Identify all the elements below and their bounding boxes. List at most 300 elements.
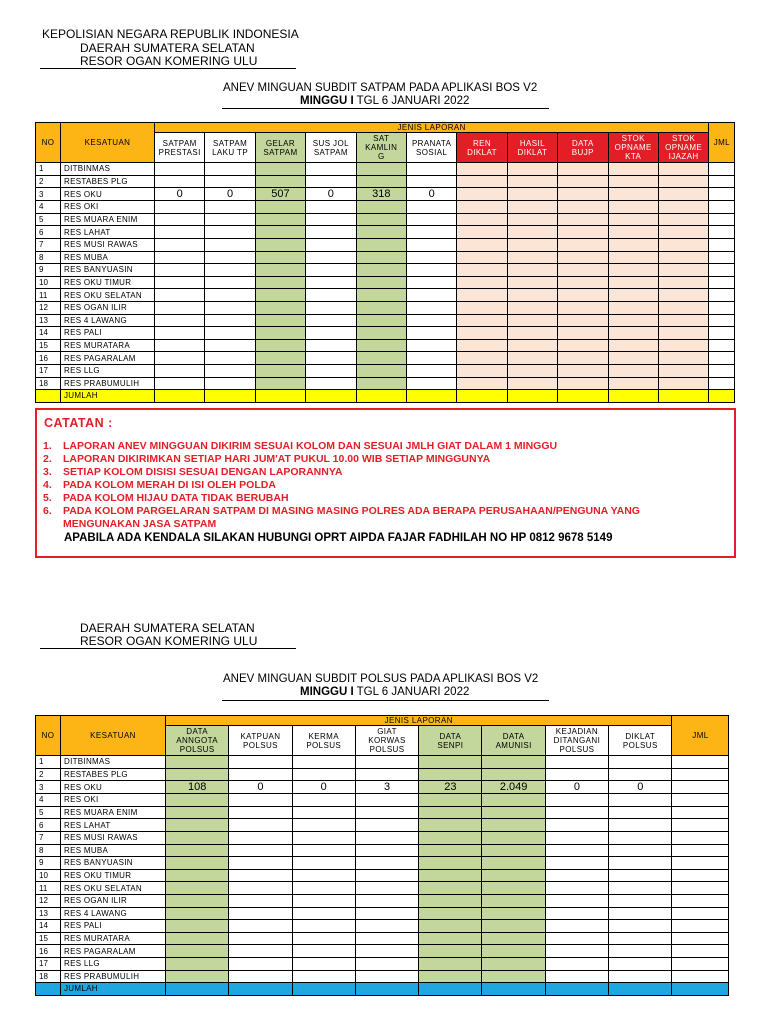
row-value bbox=[205, 163, 255, 176]
row-no: 9 bbox=[36, 264, 61, 277]
row-value bbox=[482, 869, 545, 882]
row-kesatuan: RES OGAN ILIR bbox=[61, 894, 166, 907]
row-value bbox=[457, 314, 507, 327]
row-value: 0 bbox=[292, 781, 355, 794]
col-header-jenis-laporan: JENIS LAPORAN bbox=[155, 123, 709, 133]
row-kesatuan: RES PALI bbox=[61, 327, 155, 340]
header2-line-2: RESOR OGAN KOMERING ULU bbox=[80, 634, 258, 648]
row-value bbox=[558, 301, 608, 314]
row-kesatuan: RES LLG bbox=[61, 364, 155, 377]
col-header-8: HASIL DIKLAT bbox=[507, 133, 557, 163]
col-header-11: STOK OPNAME IJAZAH bbox=[658, 133, 708, 163]
row-value bbox=[229, 894, 292, 907]
row-value: 0 bbox=[306, 188, 356, 201]
row-value bbox=[356, 264, 406, 277]
table-row bbox=[36, 756, 729, 769]
row-value bbox=[457, 352, 507, 365]
row-value bbox=[419, 844, 482, 857]
row-value bbox=[355, 970, 418, 983]
row-value bbox=[609, 945, 672, 958]
table-row bbox=[36, 276, 735, 289]
row-kesatuan: RES 4 LAWANG bbox=[61, 907, 166, 920]
row-value bbox=[658, 364, 708, 377]
row-value: 0 bbox=[155, 188, 205, 201]
row-value bbox=[306, 327, 356, 340]
row-value bbox=[558, 226, 608, 239]
row-value bbox=[166, 907, 229, 920]
notes-list bbox=[43, 440, 723, 531]
row-kesatuan: RESTABES PLG bbox=[61, 768, 166, 781]
row-value bbox=[608, 301, 658, 314]
row-value bbox=[558, 276, 608, 289]
row-value bbox=[457, 251, 507, 264]
row-value bbox=[356, 314, 406, 327]
row-value bbox=[355, 945, 418, 958]
row-value bbox=[608, 377, 658, 390]
col-header-4: GIAT KORWAS POLSUS bbox=[355, 726, 418, 756]
table-row bbox=[36, 882, 729, 895]
row-kesatuan: RES OKU SELATAN bbox=[61, 289, 155, 302]
row-value bbox=[356, 289, 406, 302]
row-value bbox=[155, 201, 205, 214]
row-value bbox=[545, 794, 608, 807]
row-value bbox=[292, 806, 355, 819]
row-value bbox=[255, 251, 305, 264]
row-kesatuan: RES MUBA bbox=[61, 844, 166, 857]
row-jml bbox=[709, 301, 735, 314]
total-value bbox=[608, 390, 658, 403]
row-value bbox=[166, 920, 229, 933]
table-row bbox=[36, 352, 735, 365]
table-row bbox=[36, 945, 729, 958]
row-value bbox=[406, 377, 456, 390]
row-value bbox=[457, 163, 507, 176]
row-value bbox=[609, 882, 672, 895]
row-value bbox=[507, 238, 557, 251]
row-value bbox=[507, 226, 557, 239]
row-value bbox=[255, 201, 305, 214]
row-value bbox=[658, 301, 708, 314]
table-row bbox=[36, 238, 735, 251]
note-text: PADA KOLOM HIJAU DATA TIDAK BERUBAH bbox=[63, 492, 289, 504]
row-value bbox=[155, 377, 205, 390]
row-kesatuan: RES OKI bbox=[61, 794, 166, 807]
row-value bbox=[406, 163, 456, 176]
row-value bbox=[609, 957, 672, 970]
row-value bbox=[658, 264, 708, 277]
row-kesatuan: RES PALI bbox=[61, 920, 166, 933]
row-value bbox=[608, 276, 658, 289]
row-value bbox=[419, 894, 482, 907]
row-value bbox=[292, 957, 355, 970]
row-jml bbox=[709, 314, 735, 327]
row-value bbox=[166, 806, 229, 819]
row-value bbox=[292, 920, 355, 933]
row-value bbox=[229, 819, 292, 832]
row-value bbox=[406, 276, 456, 289]
row-value bbox=[205, 327, 255, 340]
row-no: 16 bbox=[36, 945, 61, 958]
header-line-2: DAERAH SUMATERA SELATAN bbox=[80, 41, 255, 55]
row-value bbox=[355, 932, 418, 945]
row-jml bbox=[672, 920, 729, 933]
note-text: LAPORAN DIKIRIMKAN SETIAP HARI JUM'AT PUKUL 10.00 WIB SETIAP MINGGUNYA bbox=[63, 453, 491, 465]
row-value bbox=[609, 831, 672, 844]
table-row bbox=[36, 264, 735, 277]
row-value bbox=[406, 264, 456, 277]
total-jml bbox=[709, 390, 735, 403]
table-row bbox=[36, 907, 729, 920]
header-line-3: RESOR OGAN KOMERING ULU bbox=[80, 54, 258, 68]
total-value bbox=[419, 983, 482, 996]
row-kesatuan: RES BANYUASIN bbox=[61, 264, 155, 277]
row-value bbox=[558, 213, 608, 226]
note-item bbox=[43, 505, 723, 531]
row-value bbox=[406, 339, 456, 352]
total-value bbox=[306, 390, 356, 403]
row-value bbox=[306, 276, 356, 289]
row-value bbox=[406, 238, 456, 251]
table-row bbox=[36, 957, 729, 970]
table-row bbox=[36, 844, 729, 857]
row-value bbox=[255, 163, 305, 176]
row-value bbox=[255, 339, 305, 352]
total-label: JUMLAH bbox=[61, 983, 166, 996]
row-value bbox=[306, 175, 356, 188]
row-value bbox=[205, 377, 255, 390]
row-kesatuan: RES OKU bbox=[61, 188, 155, 201]
row-value bbox=[609, 970, 672, 983]
table-row bbox=[36, 920, 729, 933]
table-row bbox=[36, 251, 735, 264]
row-value bbox=[205, 175, 255, 188]
row-value bbox=[608, 238, 658, 251]
row-value bbox=[545, 932, 608, 945]
total-value bbox=[658, 390, 708, 403]
row-jml bbox=[709, 175, 735, 188]
row-value bbox=[507, 314, 557, 327]
row-value bbox=[457, 238, 507, 251]
row-value bbox=[155, 339, 205, 352]
row-value bbox=[482, 932, 545, 945]
note-item bbox=[43, 492, 723, 505]
row-value bbox=[406, 301, 456, 314]
row-value bbox=[482, 957, 545, 970]
row-value bbox=[419, 882, 482, 895]
row-value bbox=[482, 819, 545, 832]
row-value bbox=[355, 806, 418, 819]
row-value bbox=[658, 377, 708, 390]
row-value bbox=[292, 882, 355, 895]
row-value bbox=[355, 844, 418, 857]
row-value bbox=[356, 251, 406, 264]
row-no: 16 bbox=[36, 352, 61, 365]
table-row bbox=[36, 301, 735, 314]
row-value bbox=[419, 768, 482, 781]
col-header-9: DATA BUJP bbox=[558, 133, 608, 163]
row-value bbox=[482, 970, 545, 983]
row-value bbox=[255, 226, 305, 239]
row-value bbox=[205, 213, 255, 226]
row-value bbox=[229, 857, 292, 870]
row-value bbox=[545, 831, 608, 844]
row-no: 8 bbox=[36, 844, 61, 857]
row-value bbox=[507, 264, 557, 277]
row-jml bbox=[709, 327, 735, 340]
row-value bbox=[609, 768, 672, 781]
row-value bbox=[155, 163, 205, 176]
row-value bbox=[155, 264, 205, 277]
row-value bbox=[255, 314, 305, 327]
contact-note: APABILA ADA KENDALA SILAKAN HUBUNGI OPRT AIPDA FAJAR FADHILAH NO HP 0812 9678 5149 bbox=[64, 532, 613, 544]
col-header-4: SUS JOL SATPAM bbox=[306, 133, 356, 163]
row-jml bbox=[672, 957, 729, 970]
row-value bbox=[419, 907, 482, 920]
total-jml bbox=[672, 983, 729, 996]
row-kesatuan: RES 4 LAWANG bbox=[61, 314, 155, 327]
table-row bbox=[36, 819, 729, 832]
total-value bbox=[255, 390, 305, 403]
row-value bbox=[419, 970, 482, 983]
row-value bbox=[306, 226, 356, 239]
row-jml bbox=[709, 377, 735, 390]
header2-line-1: DAERAH SUMATERA SELATAN bbox=[80, 621, 255, 635]
table-row bbox=[36, 831, 729, 844]
row-value bbox=[292, 970, 355, 983]
row-value bbox=[545, 920, 608, 933]
row-value bbox=[609, 907, 672, 920]
col-header-no: NO bbox=[36, 716, 61, 756]
row-value bbox=[306, 377, 356, 390]
row-jml bbox=[709, 352, 735, 365]
row-value bbox=[507, 201, 557, 214]
row-value bbox=[166, 869, 229, 882]
row-no: 5 bbox=[36, 806, 61, 819]
total-value bbox=[457, 390, 507, 403]
row-jml bbox=[672, 806, 729, 819]
total-value bbox=[545, 983, 608, 996]
row-value bbox=[155, 238, 205, 251]
row-value bbox=[558, 339, 608, 352]
total-no bbox=[36, 983, 61, 996]
row-value: 2.049 bbox=[482, 781, 545, 794]
header2-underline bbox=[40, 648, 296, 649]
row-jml bbox=[672, 844, 729, 857]
row-jml bbox=[709, 276, 735, 289]
col-header-1: SATPAM PRESTASI bbox=[155, 133, 205, 163]
row-value bbox=[356, 201, 406, 214]
row-value bbox=[419, 932, 482, 945]
row-no: 12 bbox=[36, 301, 61, 314]
title2-underline bbox=[222, 700, 549, 701]
row-value bbox=[166, 768, 229, 781]
row-value: 3 bbox=[355, 781, 418, 794]
row-jml bbox=[709, 213, 735, 226]
row-jml bbox=[672, 945, 729, 958]
col-header-kesatuan: KESATUAN bbox=[61, 123, 155, 163]
row-value bbox=[166, 932, 229, 945]
row-kesatuan: RES BANYUASIN bbox=[61, 857, 166, 870]
row-value bbox=[356, 226, 406, 239]
row-value bbox=[306, 264, 356, 277]
col-header-kesatuan: KESATUAN bbox=[61, 716, 166, 756]
total-label: JUMLAH bbox=[61, 390, 155, 403]
row-no: 3 bbox=[36, 781, 61, 794]
row-value: 0 bbox=[205, 188, 255, 201]
row-value bbox=[306, 238, 356, 251]
row-value bbox=[609, 932, 672, 945]
row-value bbox=[658, 163, 708, 176]
row-value bbox=[229, 844, 292, 857]
row-value bbox=[406, 201, 456, 214]
row-value bbox=[482, 882, 545, 895]
total-value bbox=[292, 983, 355, 996]
row-jml bbox=[709, 289, 735, 302]
row-value bbox=[292, 894, 355, 907]
row-value bbox=[457, 188, 507, 201]
row-value bbox=[658, 226, 708, 239]
total-value bbox=[155, 390, 205, 403]
row-value bbox=[507, 175, 557, 188]
row-value bbox=[229, 882, 292, 895]
row-value bbox=[507, 213, 557, 226]
row-value bbox=[355, 756, 418, 769]
total-value bbox=[356, 390, 406, 403]
row-jml bbox=[672, 970, 729, 983]
row-value bbox=[306, 364, 356, 377]
note-number: 6. bbox=[43, 505, 52, 517]
row-value bbox=[155, 314, 205, 327]
row-value bbox=[166, 756, 229, 769]
col-header-10: STOK OPNAME KTA bbox=[608, 133, 658, 163]
row-value bbox=[166, 794, 229, 807]
row-value bbox=[205, 264, 255, 277]
row-value bbox=[166, 844, 229, 857]
table-row bbox=[36, 175, 735, 188]
row-kesatuan: RES MUSI RAWAS bbox=[61, 831, 166, 844]
row-value bbox=[558, 352, 608, 365]
row-value bbox=[306, 213, 356, 226]
row-value bbox=[306, 301, 356, 314]
row-value: 318 bbox=[356, 188, 406, 201]
row-no: 15 bbox=[36, 932, 61, 945]
row-value bbox=[608, 163, 658, 176]
row-kesatuan: RES OKU SELATAN bbox=[61, 882, 166, 895]
note-text: PADA KOLOM PARGELARAN SATPAM DI MASING MASING POLRES ADA BERAPA PERUSAHAAN/PENGUNA YANG MENGUNAKAN JASA SATPAM bbox=[63, 505, 640, 530]
row-value bbox=[545, 894, 608, 907]
row-value bbox=[355, 794, 418, 807]
row-jml bbox=[672, 857, 729, 870]
row-value bbox=[608, 264, 658, 277]
row-value bbox=[482, 806, 545, 819]
row-value bbox=[355, 894, 418, 907]
row-value bbox=[292, 831, 355, 844]
row-value bbox=[558, 377, 608, 390]
row-no: 18 bbox=[36, 970, 61, 983]
row-value bbox=[608, 364, 658, 377]
row-no: 6 bbox=[36, 819, 61, 832]
row-value bbox=[658, 201, 708, 214]
row-value bbox=[255, 213, 305, 226]
row-value bbox=[482, 907, 545, 920]
row-value bbox=[608, 201, 658, 214]
row-value: 23 bbox=[419, 781, 482, 794]
row-value bbox=[609, 806, 672, 819]
table-row bbox=[36, 377, 735, 390]
col-header-5: SAT KAMLIN G bbox=[356, 133, 406, 163]
row-value bbox=[658, 188, 708, 201]
col-header-5: DATA SENPI bbox=[419, 726, 482, 756]
row-kesatuan: RES OKU TIMUR bbox=[61, 869, 166, 882]
row-no: 12 bbox=[36, 894, 61, 907]
row-value bbox=[608, 226, 658, 239]
row-no: 17 bbox=[36, 364, 61, 377]
row-no: 14 bbox=[36, 327, 61, 340]
row-value bbox=[419, 819, 482, 832]
row-no: 14 bbox=[36, 920, 61, 933]
row-value: 0 bbox=[609, 781, 672, 794]
row-value bbox=[356, 213, 406, 226]
row-jml bbox=[672, 869, 729, 882]
row-no: 5 bbox=[36, 213, 61, 226]
col-header-8: DIKLAT POLSUS bbox=[609, 726, 672, 756]
row-value bbox=[355, 857, 418, 870]
row-value bbox=[406, 175, 456, 188]
col-header-jml: JML bbox=[672, 716, 729, 756]
row-value bbox=[558, 163, 608, 176]
row-value bbox=[292, 907, 355, 920]
row-value bbox=[609, 894, 672, 907]
row-value bbox=[356, 364, 406, 377]
table-row bbox=[36, 869, 729, 882]
row-value bbox=[419, 869, 482, 882]
table-row bbox=[36, 364, 735, 377]
col-header-jml: JML bbox=[709, 123, 735, 163]
row-jml bbox=[672, 894, 729, 907]
date-label-2: TGL 6 JANUARI 2022 bbox=[353, 686, 470, 698]
row-value bbox=[205, 314, 255, 327]
row-value bbox=[306, 314, 356, 327]
row-value bbox=[457, 364, 507, 377]
row-jml bbox=[672, 831, 729, 844]
table-row bbox=[36, 226, 735, 239]
row-value bbox=[608, 289, 658, 302]
row-no: 2 bbox=[36, 768, 61, 781]
row-kesatuan: RES PRABUMULIH bbox=[61, 970, 166, 983]
row-value bbox=[482, 756, 545, 769]
row-value bbox=[255, 327, 305, 340]
row-kesatuan: DITBINMAS bbox=[61, 163, 155, 176]
row-value bbox=[255, 377, 305, 390]
row-value bbox=[545, 907, 608, 920]
row-no: 15 bbox=[36, 339, 61, 352]
table-row bbox=[36, 781, 729, 794]
row-value bbox=[355, 768, 418, 781]
row-value bbox=[229, 907, 292, 920]
row-no: 11 bbox=[36, 289, 61, 302]
row-value bbox=[419, 794, 482, 807]
row-kesatuan: RES LAHAT bbox=[61, 819, 166, 832]
row-value bbox=[609, 869, 672, 882]
row-value bbox=[507, 251, 557, 264]
satpam-report-table bbox=[35, 122, 735, 403]
row-value bbox=[355, 920, 418, 933]
note-item bbox=[43, 466, 723, 479]
row-value bbox=[292, 794, 355, 807]
row-value bbox=[558, 264, 608, 277]
note-item bbox=[43, 453, 723, 466]
row-no: 10 bbox=[36, 276, 61, 289]
